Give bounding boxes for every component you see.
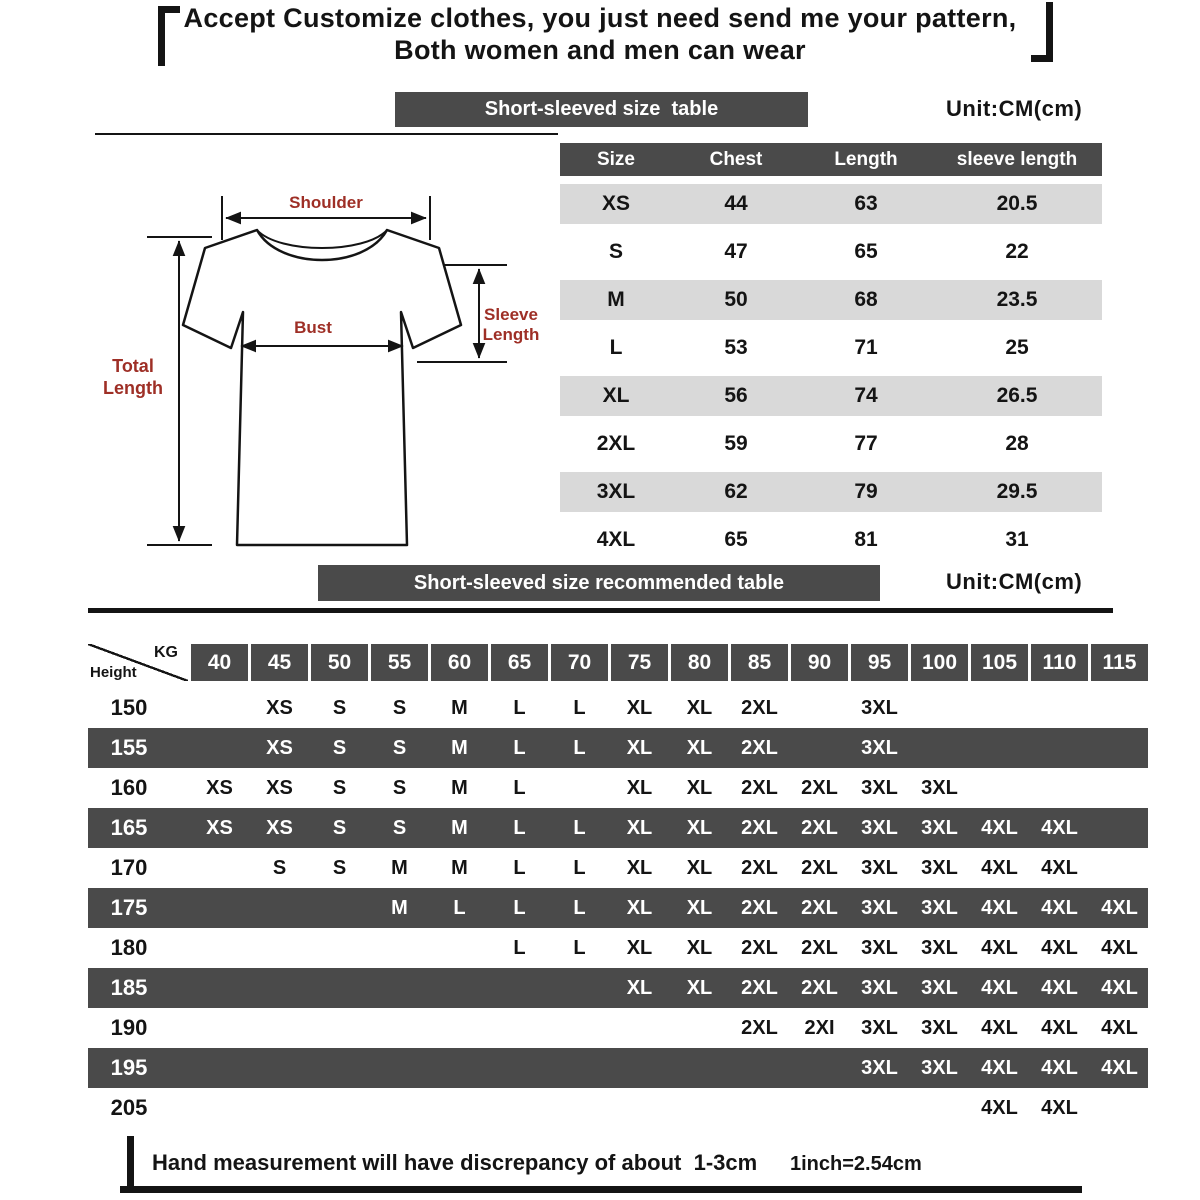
recommend-size-cell: XL [686,896,713,919]
recommend-size-cell: L [513,696,526,719]
size-table-row [560,328,1102,368]
recommend-size-cell: L [573,816,586,839]
height-cell: 165 [110,815,148,840]
page-title-line1: Accept Customize clothes, you just need send me your pattern, [183,3,1017,33]
recommend-row [88,768,1148,808]
size-table-cell: 3XL [596,480,636,503]
weight-header-cell: 90 [791,644,848,681]
divider-line-thin [95,133,558,135]
recommend-size-cell: L [573,936,586,959]
recommend-size-cell: 3XL [861,736,898,759]
recommend-row [88,1048,1148,1088]
size-table-cell: 56 [724,384,748,407]
recommend-size-cell: 3XL [861,696,898,719]
recommend-size-cell: L [513,856,526,879]
recommend-size-cell: 2XL [741,936,778,959]
recommend-size-cell: 3XL [861,1016,898,1039]
recommend-size-cell: L [573,696,586,719]
tshirt-measurement-diagram [85,140,560,570]
weight-header-cell: 115 [1091,644,1148,681]
recommend-size-cell: L [513,936,526,959]
recommend-size-cell: 4XL [981,856,1018,879]
recommend-size-cell: 4XL [1101,976,1138,999]
size-table-row [560,280,1102,320]
size-table-cell: 20.5 [996,192,1038,215]
size-table-cell: 2XL [596,432,636,455]
height-cell: 180 [110,935,148,960]
size-table-cell: 62 [724,480,748,503]
size-table-row [560,376,1102,416]
sleeve-length-label-line1: Sleeve [484,305,538,324]
recommend-size-cell: 4XL [1101,896,1138,919]
recommend-size-cell: 3XL [921,936,958,959]
recommend-size-cell: 2XL [801,896,838,919]
recommend-size-cell: 3XL [921,896,958,919]
recommend-size-cell: 2XL [741,856,778,879]
recommend-row [88,928,1148,968]
size-table-cell: L [609,336,623,359]
recommend-size-cell: 4XL [1041,816,1078,839]
size-table-cell: 59 [724,432,748,455]
size-table-column-header: Size [596,148,636,170]
page-title-line2: Both women and men can wear [394,35,806,65]
size-table-row [560,232,1102,272]
recommend-size-cell: L [513,816,526,839]
recommend-table [88,644,1148,1128]
height-cell: 155 [110,735,148,760]
recommend-size-cell: 4XL [981,976,1018,999]
recommend-size-cell: L [573,856,586,879]
weight-header-cell: 85 [731,644,788,681]
recommend-size-cell: S [332,816,347,839]
total-length-label-line1: Total [112,356,154,376]
size-table-column-header: sleeve length [956,148,1078,170]
shoulder-label: Shoulder [289,193,363,212]
size-table-cell: 47 [724,240,748,263]
recommend-size-cell: 2XL [741,896,778,919]
recommend-size-cell: S [392,736,407,759]
recommend-size-cell: 2XL [801,816,838,839]
recommend-size-cell: XS [206,776,233,799]
recommend-size-cell: XL [626,856,653,879]
recommend-size-cell: 4XL [981,1016,1018,1039]
recommend-size-cell: 3XL [921,776,958,799]
recommend-size-cell: S [332,856,347,879]
recommend-size-cell: XL [626,776,653,799]
weight-header-cell: 75 [611,644,668,681]
recommend-size-cell: 4XL [981,1056,1018,1079]
recommend-size-cell: S [332,696,347,719]
recommend-row [88,688,1148,728]
recommend-size-cell: 3XL [921,1056,958,1079]
weight-header-cell: 60 [431,644,488,681]
recommend-size-cell: 3XL [921,856,958,879]
height-cell: 175 [110,895,148,920]
recommend-size-cell: XL [686,976,713,999]
recommend-size-cell: 3XL [861,856,898,879]
recommend-size-cell: L [513,736,526,759]
recommend-size-cell: 3XL [861,896,898,919]
recommend-size-cell: 3XL [921,976,958,999]
recommend-size-cell: 4XL [981,936,1018,959]
size-table-cell: 79 [854,480,878,503]
size-table [560,143,1102,560]
size-table-cell: 28 [1005,432,1029,455]
recommend-size-cell: XS [266,736,293,759]
size-table-row [560,472,1102,512]
divider-line-thick [88,608,1113,613]
recommend-size-cell: M [451,696,468,719]
size-table-cell: 44 [724,192,748,215]
recommend-size-cell: S [332,776,347,799]
size-table-cell: 4XL [596,528,636,551]
size-table-body [560,184,1102,560]
recommend-size-cell: S [392,696,407,719]
size-table-cell: 26.5 [996,384,1038,407]
weight-header-cell: 95 [851,644,908,681]
recommend-row [88,968,1148,1008]
size-table-cell: XL [602,384,630,407]
size-table-row [560,424,1102,464]
weight-header-cell: 80 [671,644,728,681]
corner-height-label: Height [90,664,137,681]
bottom-line [120,1186,1082,1193]
size-table-cell: 77 [854,432,878,455]
size-table-cell: 68 [854,288,878,311]
recommend-size-cell: 4XL [1041,856,1078,879]
recommend-size-cell: S [272,856,287,879]
size-table-cell: 29.5 [996,480,1038,503]
height-cell: 185 [110,975,148,1000]
recommend-size-cell: 3XL [861,936,898,959]
recommend-size-cell: 2XL [741,776,778,799]
recommend-size-cell: XL [626,816,653,839]
inch-conversion: 1inch=2.54cm [790,1153,922,1175]
weight-header-cell: 50 [311,644,368,681]
recommend-size-cell: 4XL [981,816,1018,839]
size-table-banner: Short-sleeved size table [395,92,808,127]
recommend-table-unit: Unit:CM(cm) [946,569,1083,594]
size-table-column-header: Chest [709,148,763,170]
recommend-size-cell: S [332,736,347,759]
recommend-table-banner: Short-sleeved size recommended table [318,565,880,601]
recommend-size-cell: 3XL [861,816,898,839]
recommend-size-cell: XL [686,736,713,759]
corner-kg-label: KG [154,644,178,661]
recommend-size-cell: XL [686,816,713,839]
recommend-size-cell: 3XL [861,1056,898,1079]
recommend-size-cell: M [451,816,468,839]
recommend-row [88,728,1148,768]
recommend-size-cell: L [513,776,526,799]
recommend-row [88,888,1148,928]
recommend-row [88,808,1148,848]
recommend-size-cell: 2XL [741,1016,778,1039]
recommend-size-cell: S [392,816,407,839]
recommend-size-cell: 4XL [1041,936,1078,959]
recommend-size-cell: XS [206,816,233,839]
size-table-cell: 65 [854,240,878,263]
weight-header-cell: 65 [491,644,548,681]
size-table-cell: 81 [854,528,878,551]
recommend-size-cell: 4XL [1041,896,1078,919]
recommend-size-cell: S [392,776,407,799]
height-cell: 160 [110,775,148,800]
recommend-size-cell: XL [686,856,713,879]
size-table-cell: 23.5 [996,288,1038,311]
recommend-size-cell: XL [686,696,713,719]
weight-header-cell: 45 [251,644,308,681]
weight-header-row [88,644,1148,681]
recommend-size-cell: M [391,856,408,879]
recommend-size-cell: L [453,896,466,919]
size-table-cell: 31 [1005,528,1029,551]
height-cell: 190 [110,1015,148,1040]
recommend-size-cell: XS [266,816,293,839]
recommend-size-cell: 4XL [1101,1056,1138,1079]
recommend-size-cell: 4XL [981,1096,1018,1119]
size-table-cell: 50 [724,288,748,311]
recommend-row [88,1088,1148,1128]
recommend-size-cell: 4XL [1041,1016,1078,1039]
size-table-row [560,184,1102,224]
recommend-size-cell: XL [686,936,713,959]
recommend-size-cell: 3XL [861,976,898,999]
size-table-header [560,143,1102,176]
recommend-size-cell: 3XL [861,776,898,799]
recommend-size-cell: XL [626,976,653,999]
recommend-size-cell: 2XL [801,976,838,999]
total-length-label-line2: Length [103,378,163,398]
recommend-size-cell: 2XL [741,976,778,999]
size-table-row [560,520,1102,560]
height-cell: 150 [110,695,148,720]
size-table-column-header: Length [834,148,898,170]
recommend-size-cell: XL [686,776,713,799]
size-table-cell: 65 [724,528,748,551]
weight-header-cell: 100 [911,644,968,681]
recommend-size-cell: 4XL [981,896,1018,919]
recommend-size-cell: 4XL [1041,1096,1078,1119]
recommend-size-cell: 2XL [741,696,778,719]
size-table-cell: 22 [1005,240,1029,263]
recommend-size-cell: XS [266,696,293,719]
recommend-size-cell: 2XL [801,936,838,959]
corner-mark-bottom-left-vertical [127,1136,134,1192]
recommend-size-cell: 3XL [921,1016,958,1039]
corner-header-cell [88,644,188,681]
size-table-cell: XS [601,192,630,215]
size-table-cell: M [607,288,625,311]
size-table-cell: 63 [854,192,878,215]
recommend-size-cell: 4XL [1041,1056,1078,1079]
measurement-note: Hand measurement will have discrepancy of about 1-3cm [152,1150,758,1175]
recommend-size-cell: L [573,736,586,759]
recommend-size-cell: M [451,856,468,879]
recommend-size-cell: XL [626,696,653,719]
size-table-unit: Unit:CM(cm) [946,96,1083,121]
weight-header-cell: 110 [1031,644,1088,681]
recommend-size-cell: XL [626,736,653,759]
sleeve-length-label-line2: Length [482,325,540,344]
recommend-size-cell: XL [626,936,653,959]
weight-header-cell: 105 [971,644,1028,681]
recommend-table-body [88,688,1148,1128]
weight-header-cell: 55 [371,644,428,681]
recommend-size-cell: 2XL [741,736,778,759]
recommend-size-cell: L [573,896,586,919]
size-table-cell: 71 [854,336,878,359]
recommend-size-cell: 4XL [1041,976,1078,999]
recommend-size-cell: M [451,776,468,799]
recommend-row [88,848,1148,888]
recommend-row [88,1008,1148,1048]
height-cell: 170 [110,855,148,880]
recommend-size-cell: 4XL [1101,1016,1138,1039]
weight-header-cell: 40 [191,644,248,681]
tshirt-outline [183,230,461,545]
recommend-size-cell: XS [266,776,293,799]
bust-label: Bust [294,318,332,337]
recommend-size-cell: 2XI [804,1016,835,1039]
recommend-size-cell: 4XL [1101,936,1138,959]
tshirt-collar-line [257,230,387,248]
size-table-cell: 74 [854,384,878,407]
recommend-size-cell: 2XL [801,776,838,799]
recommend-size-cell: 2XL [801,856,838,879]
recommend-size-cell: L [513,896,526,919]
recommend-size-cell: XL [626,896,653,919]
recommend-size-cell: 2XL [741,816,778,839]
recommend-size-cell: 3XL [921,816,958,839]
recommend-size-cell: M [391,896,408,919]
size-table-cell: 53 [724,336,748,359]
height-cell: 205 [110,1095,148,1120]
recommend-size-cell: M [451,736,468,759]
size-table-cell: S [608,240,623,263]
height-cell: 195 [110,1055,148,1080]
weight-header-cell: 70 [551,644,608,681]
size-table-cell: 25 [1005,336,1029,359]
